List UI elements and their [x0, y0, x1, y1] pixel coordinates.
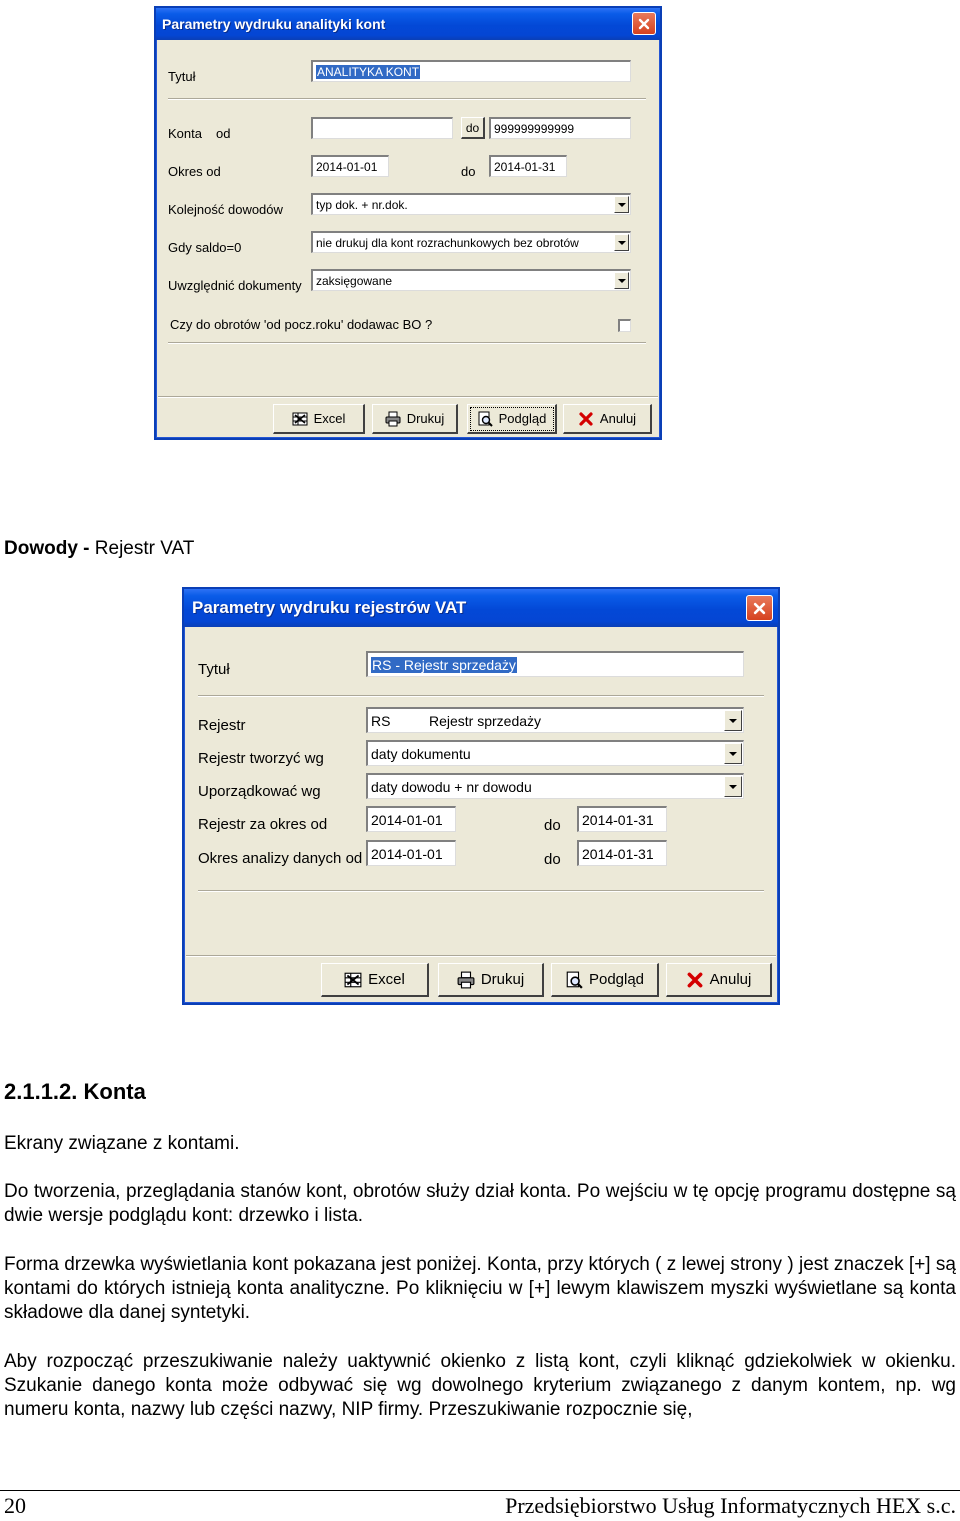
okres-label: Okres od [168, 164, 221, 179]
button-bar-separator [158, 396, 658, 398]
bo-question: Czy do obrotów 'od pocz.roku' dodawac BO ? [170, 317, 433, 332]
analizy-label: Okres analizy danych od [198, 850, 363, 867]
uwzglednic-value: zaksięgowane [316, 273, 393, 288]
podglad-button[interactable] [467, 404, 557, 434]
okres-do-input[interactable]: 2014-01-31 [489, 155, 567, 177]
rejestr-name: Rejestr sprzedaży [429, 712, 542, 729]
printer-icon [457, 971, 475, 989]
separator [168, 342, 646, 344]
section-heading-normal: Rejestr VAT [89, 538, 195, 559]
chevron-down-icon[interactable] [614, 234, 629, 251]
okres-do-label: do [461, 164, 476, 179]
rejestr-label: Rejestr [198, 717, 246, 734]
preview-icon [565, 971, 583, 989]
konta-heading: 2.1.1.2. Konta [4, 1079, 146, 1104]
za-okres-do-input[interactable]: 2014-01-31 [577, 806, 667, 832]
drukuj-button[interactable] [372, 404, 458, 434]
separator [198, 890, 764, 892]
podglad-label: Podgląd [498, 411, 547, 426]
konta-od-label: od [216, 126, 231, 141]
footer-company: Przedsiębiorstwo Usług Informatycznych HEX s.c. [505, 1493, 956, 1518]
close-button[interactable] [632, 12, 656, 35]
gdy-saldo-label: Gdy saldo=0 [168, 240, 242, 255]
drukuj-label: Drukuj [406, 411, 445, 426]
gdy-saldo-select[interactable] [311, 231, 631, 253]
rejestr-code: RS [371, 712, 391, 729]
dialog-title: Parametry wydruku rejestrów VAT [192, 598, 467, 617]
podglad-label: Podgląd [588, 971, 645, 988]
cancel-x-icon [578, 411, 594, 427]
dialog-titlebar[interactable] [156, 8, 660, 40]
uporzadkowac-select[interactable] [366, 773, 744, 799]
button-bar-separator [186, 955, 776, 957]
separator [168, 98, 646, 100]
tytul-label: Tytuł [168, 69, 196, 84]
analizy-do-input[interactable]: 2014-01-31 [577, 840, 667, 866]
anuluj-button[interactable] [666, 963, 772, 997]
za-okres-label: Rejestr za okres od [198, 816, 328, 833]
tytul-value: RS - Rejestr sprzedaży [372, 656, 516, 673]
section-heading-bold: Dowody - [4, 538, 90, 559]
anuluj-label: Anuluj [599, 411, 637, 426]
analizy-do-label: do [544, 851, 561, 868]
za-okres-od-input[interactable]: 2014-01-01 [366, 806, 456, 832]
chevron-down-icon[interactable] [614, 272, 629, 289]
dialog-title: Parametry wydruku analityki kont [162, 16, 386, 32]
konta-paragraph-3: Forma drzewka wyświetlania kont pokazana jest poniżej. Konta, przy których ( z lewej strony ) jest znaczek [+] są kontami do których istnieją konta analityczne. Po kliknięciu w [+] lewym klawiszem myszki wyświetlane są konta składowe dla danej syntetyki. [4, 1254, 956, 1323]
podglad-button[interactable] [551, 963, 659, 997]
kolejnosc-select[interactable] [311, 193, 631, 215]
chevron-down-icon[interactable] [614, 196, 629, 213]
konta-do-button[interactable]: do [461, 117, 485, 139]
analizy-od-input[interactable]: 2014-01-01 [366, 840, 456, 866]
uporzadkowac-label: Uporządkować wg [198, 783, 321, 800]
chevron-down-icon[interactable] [724, 743, 742, 764]
excel-button[interactable] [273, 404, 365, 434]
konta-paragraph-2: Do tworzenia, przeglądania stanów kont, obrotów służy dział konta. Po wejściu w tę opcję programu dostępne są dwie wersje podglądu kont: drzewko i lista. [4, 1181, 956, 1226]
cancel-x-icon [686, 971, 704, 989]
tytul-input[interactable] [366, 651, 744, 677]
close-button[interactable] [746, 595, 773, 621]
tytul-value: ANALITYKA KONT [317, 64, 420, 79]
tytul-input[interactable] [311, 60, 631, 82]
uporzadkowac-value: daty dowodu + nr dowodu [371, 778, 532, 795]
footer-rule [0, 1490, 960, 1491]
chevron-down-icon[interactable] [724, 776, 742, 797]
excel-label: Excel [313, 411, 346, 426]
page-number: 20 [4, 1493, 26, 1518]
drukuj-label: Drukuj [480, 971, 525, 988]
konta-do-input[interactable]: 999999999999 [489, 117, 631, 139]
okres-od-input[interactable]: 2014-01-01 [311, 155, 389, 177]
anuluj-button[interactable] [563, 404, 652, 434]
uwzglednic-select[interactable] [311, 269, 631, 291]
close-icon [638, 18, 650, 30]
rejestr-select[interactable] [366, 707, 744, 733]
drukuj-button[interactable] [438, 963, 544, 997]
excel-label: Excel [368, 971, 405, 988]
tytul-label: Tytuł [198, 661, 230, 678]
dialog-titlebar[interactable] [184, 589, 778, 627]
close-icon [753, 602, 766, 615]
analityka-dialog [154, 6, 662, 440]
tworzyc-value: daty dokumentu [371, 745, 471, 762]
konta-od-input[interactable] [311, 117, 453, 139]
separator [198, 695, 764, 697]
excel-icon [292, 411, 308, 427]
tworzyc-select[interactable] [366, 740, 744, 766]
kolejnosc-value: typ dok. + nr.dok. [316, 197, 408, 212]
za-okres-do-label: do [544, 817, 561, 834]
rejestr-vat-dialog [182, 587, 780, 1005]
konta-paragraph-1: Ekrany związane z kontami. [4, 1133, 240, 1154]
excel-button[interactable] [321, 963, 429, 997]
tworzyc-label: Rejestr tworzyć wg [198, 750, 324, 767]
konta-label: Konta [168, 126, 202, 141]
anuluj-label: Anuluj [709, 971, 752, 988]
konta-paragraph-4: Aby rozpocząć przeszukiwanie należy uaktywnić okienko z listą kont, czyli kliknąć gdziekolwiek w okienku. Szukanie danego konta może odbywać się wg dowolnego kryterium związanego z danym kontem, np. wg numeru konta, nazwy lub części nazwy, NIP firmy. Przeszukiwanie rozpocznie się, [4, 1351, 956, 1420]
kolejnosc-label: Kolejność dowodów [168, 202, 283, 217]
preview-icon [477, 411, 493, 427]
chevron-down-icon[interactable] [724, 710, 742, 731]
gdy-saldo-value: nie drukuj dla kont rozrachunkowych bez obrotów [316, 235, 579, 250]
bo-checkbox[interactable] [618, 319, 631, 332]
excel-icon [344, 971, 362, 989]
uwzglednic-label: Uwzględnić dokumenty [168, 278, 302, 293]
section-heading [4, 537, 956, 561]
printer-icon [385, 411, 401, 427]
